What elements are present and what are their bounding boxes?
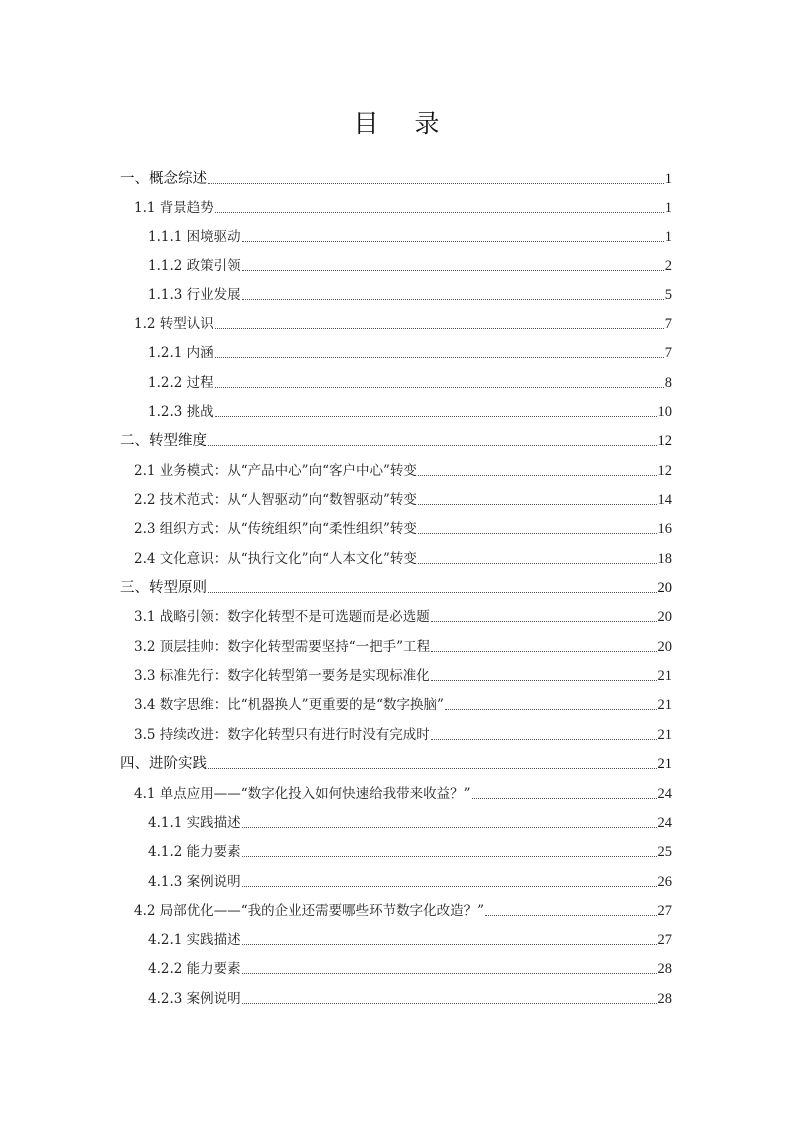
toc-entry[interactable] xyxy=(134,692,672,714)
toc-entry[interactable] xyxy=(148,869,672,891)
toc-entry-page: 28 xyxy=(657,991,672,1007)
toc-entry[interactable] xyxy=(148,927,672,949)
toc-entry[interactable] xyxy=(134,634,672,656)
toc-entry-page: 1 xyxy=(664,229,672,245)
toc-entry-label: 1.1.2 政策引领 xyxy=(148,258,241,274)
toc-entry-label: 2.2 技术范式：从“人智驱动”向“数智驱动”转变 xyxy=(134,492,417,508)
toc-entry-page: 8 xyxy=(664,375,672,391)
toc-entry-page: 12 xyxy=(657,433,672,449)
toc-entry[interactable] xyxy=(148,340,672,362)
toc-entry-label: 3.5 持续改进：数字化转型只有进行时没有完成时 xyxy=(134,727,430,743)
toc-entry-label: 三、转型原则 xyxy=(120,580,207,596)
toc-entry[interactable] xyxy=(148,399,672,421)
toc-entry-label: 2.1 业务模式：从“产品中心”向“客户中心”转变 xyxy=(134,463,417,479)
dot-leader xyxy=(208,183,664,184)
toc-entry-label: 4.1.2 能力要素 xyxy=(148,844,241,860)
dot-leader xyxy=(242,299,664,300)
dot-leader xyxy=(215,328,664,329)
dot-leader xyxy=(242,856,657,857)
toc-entry[interactable] xyxy=(120,751,672,773)
toc-entry[interactable] xyxy=(134,663,672,685)
dot-leader xyxy=(242,973,657,974)
toc-entry-page: 24 xyxy=(657,815,672,831)
dot-leader xyxy=(431,739,657,740)
dot-leader xyxy=(215,387,664,388)
toc-entry-page: 20 xyxy=(657,609,672,625)
dot-leader xyxy=(431,621,657,622)
toc-entry[interactable] xyxy=(148,253,672,275)
toc-entry[interactable] xyxy=(134,487,672,509)
page-title: 目 录 xyxy=(353,109,454,138)
toc-entry-label: 四、进阶实践 xyxy=(120,756,207,772)
toc-entry-label: 2.4 文化意识：从“执行文化”向“人本文化”转变 xyxy=(134,551,417,567)
toc-entry-label: 1.2.1 内涵 xyxy=(148,345,214,361)
dot-leader xyxy=(242,1003,657,1004)
dot-leader xyxy=(418,475,657,476)
toc-entry-page: 21 xyxy=(657,697,672,713)
toc-entry-page: 20 xyxy=(657,580,672,596)
toc-entry-label: 二、转型维度 xyxy=(120,433,207,449)
toc-entry-label: 3.3 标准先行：数字化转型第一要务是实现标准化 xyxy=(134,668,430,684)
toc-entry-page: 5 xyxy=(664,287,672,303)
toc-entry-label: 一、概念综述 xyxy=(120,171,207,187)
toc-entry-label: 1.2 转型认识 xyxy=(134,316,214,332)
dot-leader xyxy=(215,212,664,213)
dot-leader xyxy=(242,944,657,945)
toc-entry-page: 2 xyxy=(664,258,672,274)
toc-entry-label: 4.2 局部优化——“我的企业还需要哪些环节数字化改造？” xyxy=(134,903,485,919)
toc-entry-label: 3.4 数字思维：比“机器换人”更重要的是“数字换脑” xyxy=(134,697,444,713)
toc-entry-page: 27 xyxy=(657,903,672,919)
toc-entry-label: 3.2 顶层挂帅：数字化转型需要坚持“一把手”工程 xyxy=(134,639,431,655)
toc-entry[interactable] xyxy=(148,839,672,861)
toc-entry[interactable] xyxy=(134,898,672,920)
toc-entry-label: 1.1.1 困境驱动 xyxy=(148,229,241,245)
dot-leader xyxy=(208,445,657,446)
toc-entry[interactable] xyxy=(134,458,672,480)
toc-entry-label: 1.2.2 过程 xyxy=(148,375,214,391)
dot-leader xyxy=(208,768,657,769)
dot-leader xyxy=(242,241,664,242)
dot-leader xyxy=(215,357,664,358)
dot-leader xyxy=(431,680,657,681)
toc-entry-page: 1 xyxy=(664,200,672,216)
dot-leader xyxy=(445,709,657,710)
dot-leader xyxy=(418,533,657,534)
toc-entry-label: 2.3 组织方式：从“传统组织”向“柔性组织”转变 xyxy=(134,521,417,537)
toc-entry-page: 21 xyxy=(657,756,672,772)
dot-leader xyxy=(418,504,657,505)
toc-entry-page: 24 xyxy=(657,786,672,802)
toc-entry-page: 28 xyxy=(657,961,672,977)
toc-entry[interactable] xyxy=(148,370,672,392)
toc-entry-page: 12 xyxy=(657,463,672,479)
toc-entry[interactable] xyxy=(120,575,672,597)
toc-entry-label: 1.2.3 挑战 xyxy=(148,404,214,420)
toc-entry-page: 7 xyxy=(664,316,672,332)
toc-entry-label: 1.1.3 行业发展 xyxy=(148,287,241,303)
toc-entry-label: 3.1 战略引领：数字化转型不是可选题而是必选题 xyxy=(134,609,430,625)
toc-entry-label: 4.1.1 实践描述 xyxy=(148,815,241,831)
toc-entry[interactable] xyxy=(134,311,672,333)
toc-entry[interactable] xyxy=(134,722,672,744)
toc-entry-page: 14 xyxy=(657,492,672,508)
dot-leader xyxy=(208,592,657,593)
toc-entry-page: 27 xyxy=(657,932,672,948)
toc-entry[interactable] xyxy=(148,224,672,246)
toc-entry[interactable] xyxy=(134,781,672,803)
toc-entry-label: 4.2.1 实践描述 xyxy=(148,932,241,948)
dot-leader xyxy=(472,798,657,799)
toc-entry[interactable] xyxy=(148,986,672,1008)
toc-entry-page: 10 xyxy=(657,404,672,420)
toc-entry-label: 4.2.2 能力要素 xyxy=(148,961,241,977)
toc-entry[interactable] xyxy=(148,810,672,832)
toc-entry-page: 26 xyxy=(657,874,672,890)
toc-entry-page: 21 xyxy=(657,668,672,684)
toc-entry-page: 7 xyxy=(664,345,672,361)
toc-entry-page: 18 xyxy=(657,551,672,567)
toc-entry-page: 16 xyxy=(657,521,672,537)
toc-entry[interactable] xyxy=(120,166,672,188)
dot-leader xyxy=(431,651,656,652)
toc-entry-page: 1 xyxy=(664,171,672,187)
toc-entry-page: 25 xyxy=(657,844,672,860)
dot-leader xyxy=(242,270,664,271)
toc-entry-page: 21 xyxy=(657,727,672,743)
toc-entry[interactable] xyxy=(120,428,672,450)
dot-leader xyxy=(215,416,657,417)
toc-entry[interactable] xyxy=(134,516,672,538)
toc-entry-page: 20 xyxy=(657,639,672,655)
toc-entry[interactable] xyxy=(134,546,672,568)
dot-leader xyxy=(242,827,657,828)
toc-entry[interactable] xyxy=(134,604,672,626)
toc-entry[interactable] xyxy=(148,282,672,304)
dot-leader xyxy=(242,886,657,887)
toc-entry[interactable] xyxy=(148,956,672,978)
toc-entry-label: 4.1 单点应用——“数字化投入如何快速给我带来收益？” xyxy=(134,786,471,802)
dot-leader xyxy=(485,915,656,916)
toc-entry-label: 4.1.3 案例说明 xyxy=(148,874,241,890)
toc-entry-label: 4.2.3 案例说明 xyxy=(148,991,241,1007)
toc-entry[interactable] xyxy=(134,195,672,217)
dot-leader xyxy=(418,563,657,564)
toc-entry-label: 1.1 背景趋势 xyxy=(134,200,214,216)
